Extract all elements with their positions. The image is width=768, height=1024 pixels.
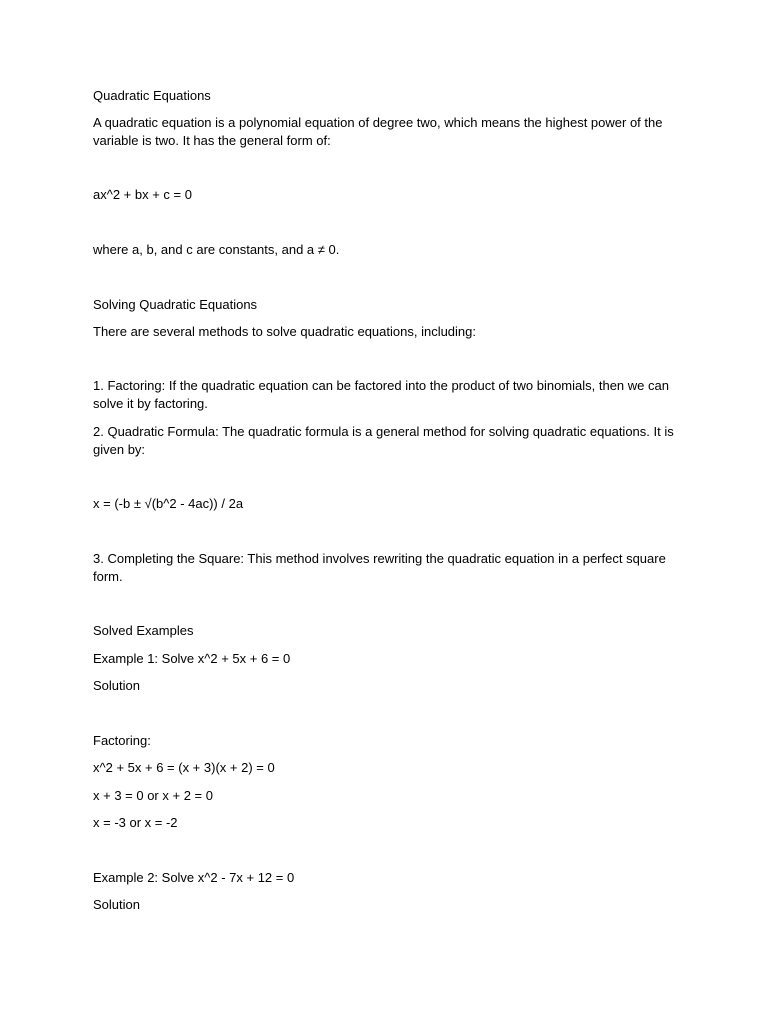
- intro-paragraph: A quadratic equation is a polynomial equation of degree two, which means the highest power of the variable is two. It has the general form of:: [93, 115, 663, 148]
- example-2-title: Example 2: Solve x^2 - 7x + 12 = 0: [93, 870, 295, 885]
- constants-note: where a, b, and c are constants, and a ≠ 0.: [93, 242, 340, 257]
- method-factoring: 1. Factoring: If the quadratic equation can be factored into the product of two binomials, then we can solve it by factoring.: [93, 378, 669, 411]
- quadratic-formula: x = (-b ± √(b^2 - 4ac)) / 2a: [93, 496, 244, 511]
- example-1-step-2: x + 3 = 0 or x + 2 = 0: [93, 788, 213, 803]
- example-2-solution-label: Solution: [93, 897, 140, 912]
- example-1-solution-label: Solution: [93, 678, 140, 693]
- example-1-step-3: x = -3 or x = -2: [93, 815, 178, 830]
- example-1-method-label: Factoring:: [93, 733, 151, 748]
- document-heading: Quadratic Equations: [93, 88, 211, 103]
- methods-intro: There are several methods to solve quadratic equations, including:: [93, 324, 476, 339]
- example-1-step-1: x^2 + 5x + 6 = (x + 3)(x + 2) = 0: [93, 760, 275, 775]
- example-1-title: Example 1: Solve x^2 + 5x + 6 = 0: [93, 651, 291, 666]
- examples-heading: Solved Examples: [93, 623, 194, 638]
- method-completing-square: 3. Completing the Square: This method involves rewriting the quadratic equation in a perfect square form.: [93, 551, 666, 584]
- general-form-equation: ax^2 + bx + c = 0: [93, 187, 192, 202]
- solving-heading: Solving Quadratic Equations: [93, 297, 258, 312]
- method-quadratic-formula: 2. Quadratic Formula: The quadratic formula is a general method for solving quadratic equations. It is given by:: [93, 424, 674, 457]
